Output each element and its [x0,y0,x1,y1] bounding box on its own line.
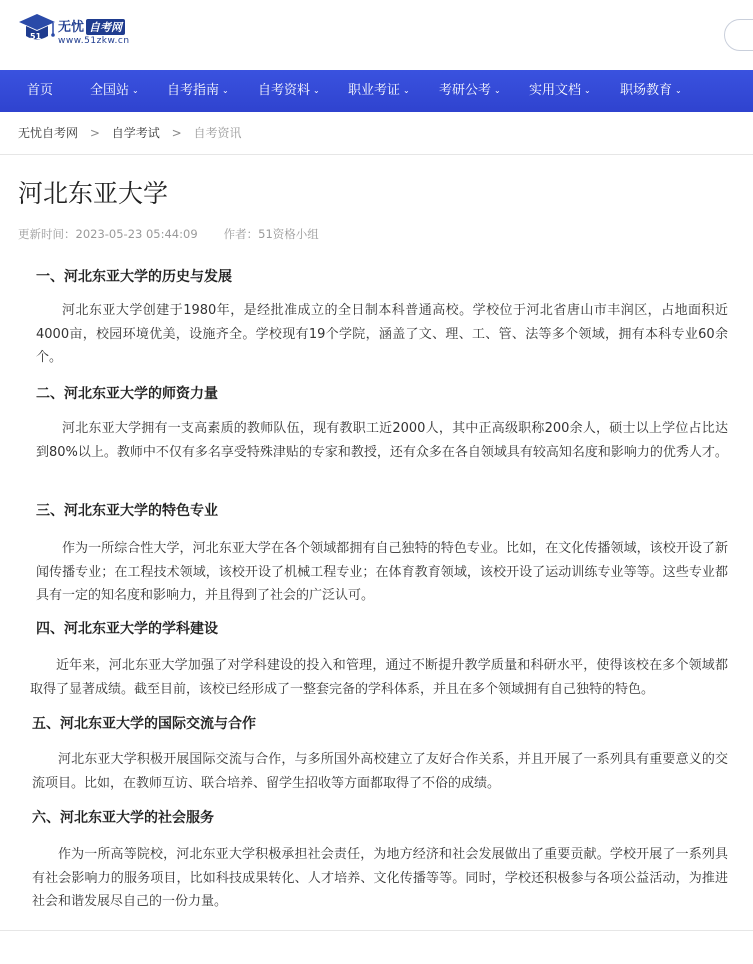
brand-name [58,16,125,35]
nav-label: 职业考证 [348,83,401,98]
chevron-down-icon: ⌄ [132,86,139,95]
section-body: 河北东亚大学拥有一支高素质的教师队伍，现有教职工近2000人，其中正高级职称200余人，硕士以上学位占比达到80%以上。教师中不仅有多名享受特殊津贴的专家和教授，还有众多在各自领域具有较高知名度和影响力的优秀人才。 [36,421,728,460]
section-body: 河北东亚大学创建于1980年，是经批准成立的全日制本科普通高校。学校位于河北省唐山市丰润区，占地面积近4000亩，校园环境优美，设施齐全。学校现有19个学院，涵盖了文、理、工、管、法等多个领域，拥有本科专业60余个。 [36,303,728,365]
page-title: 河北东亚大学 [18,179,169,208]
chevron-down-icon: ⌄ [313,86,320,95]
nav-label: 自考资料 [258,83,311,98]
section-body: 近年来，河北东亚大学加强了对学科建设的投入和管理，通过不断提升教学质量和科研水平，使得该校在多个领域都取得了显著成绩。截至目前，该校已经形成了一整套完备的学科体系，并且在多个领域拥有自己独特的特色。 [30,658,728,697]
nav-item-home[interactable] [27,70,53,112]
logo-badge: 51 [30,32,42,41]
breadcrumb-separator: > [171,126,182,140]
divider [0,154,753,155]
main-nav [0,70,753,112]
nav-item-documents[interactable] [529,70,591,112]
nav-label: 首页 [27,83,54,98]
section-heading: 三、河北东亚大学的特色专业 [36,503,218,519]
graduation-cap-icon [18,12,56,46]
nav-label: 自考指南 [167,83,220,98]
section-body: 河北东亚大学积极开展国际交流与合作，与多所国外高校建立了友好合作关系，并且开展了一系列具有重要意义的交流项目。比如，在教师互访、联合培养、留学生招收等方面都取得了不俗的成绩。 [32,752,728,791]
nav-item-materials[interactable] [258,70,320,112]
divider [0,930,753,931]
author: 作者：51资格小组 [223,227,319,241]
nav-item-exams[interactable] [439,70,501,112]
breadcrumb [18,124,241,141]
section-heading: 五、河北东亚大学的国际交流与合作 [32,716,256,732]
chevron-down-icon: ⌄ [222,86,229,95]
nav-item-national[interactable] [90,70,139,112]
breadcrumb-self-study[interactable]: 自学考试 [111,126,160,140]
search-box[interactable] [724,19,753,51]
brand-text: 无忧 [58,20,85,35]
site-logo[interactable] [18,12,148,48]
section-heading: 六、河北东亚大学的社会服务 [32,810,214,826]
chevron-down-icon: ⌄ [584,86,591,95]
nav-item-career[interactable] [620,70,682,112]
nav-label: 考研公考 [439,83,492,98]
section-heading: 一、河北东亚大学的历史与发展 [36,269,232,285]
chevron-down-icon: ⌄ [494,86,501,95]
nav-label: 全国站 [90,83,130,98]
breadcrumb-home[interactable]: 无忧自考网 [18,126,79,140]
brand-tag: 自考网 [86,19,125,35]
nav-item-guide[interactable] [167,70,229,112]
site-header [0,0,753,70]
section-body: 作为一所高等院校，河北东亚大学积极承担社会责任，为地方经济和社会发展做出了重要贡献。学校开展了一系列具有社会影响力的服务项目，比如科技成果转化、人才培养、文化传播等等。同时，学校还积极参与各项公益活动，为推进社会和谐发展尽自己的一份力量。 [32,847,728,909]
article-meta [18,226,319,242]
nav-item-certification[interactable] [348,70,410,112]
section-heading: 四、河北东亚大学的学科建设 [36,621,218,637]
brand-domain: www.51zkw.cn [58,36,130,46]
nav-label: 职场教育 [620,83,673,98]
chevron-down-icon: ⌄ [675,86,682,95]
section-heading: 二、河北东亚大学的师资力量 [36,386,218,402]
nav-label: 实用文档 [529,83,582,98]
breadcrumb-separator: > [89,126,100,140]
chevron-down-icon: ⌄ [403,86,410,95]
section-body: 作为一所综合性大学，河北东亚大学在各个领域都拥有自己独特的特色专业。比如，在文化传播领域，该校开设了新闻传播专业；在工程技术领域，该校开设了机械工程专业；在体育教育领域，该校开设了运动训练专业等等。这些专业都具有一定的知名度和影响力，并且得到了社会的广泛认可。 [36,541,728,603]
update-time: 更新时间：2023-05-23 05:44:09 [18,227,198,241]
breadcrumb-current[interactable]: 自考资讯 [193,126,242,140]
